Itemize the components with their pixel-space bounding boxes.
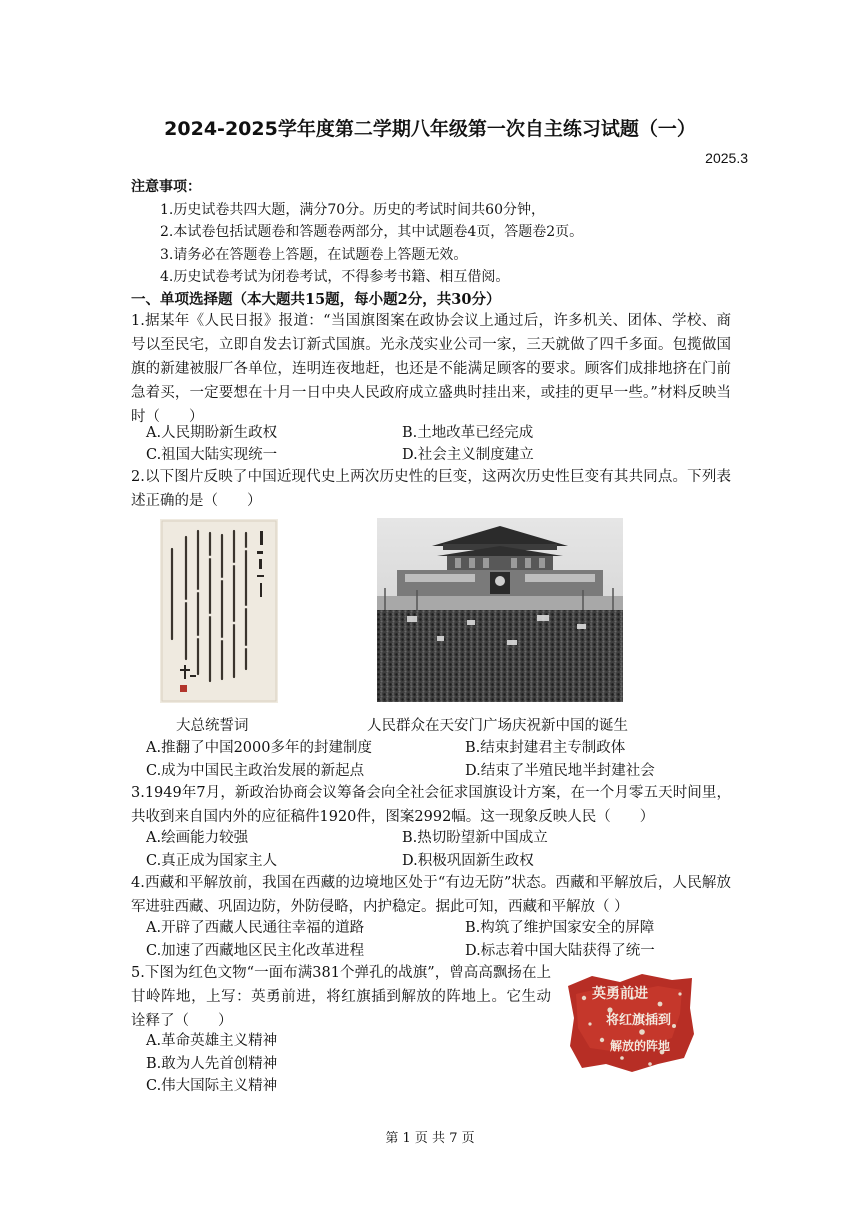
question-4-option-a: A.开辟了西藏人民通往幸福的道路 (146, 920, 365, 936)
question-3-option-d: D.积极巩固新生政权 (402, 853, 534, 869)
question-1-option-a: A.人民期盼新生政权 (146, 425, 278, 441)
question-2-option-d: D.结束了半殖民地半封建社会 (465, 763, 655, 779)
caption-oath: 大总统誓词 (176, 718, 249, 734)
notice-item: 3.请务必在答题卷上答题，在试题卷上答题无效。 (160, 247, 468, 263)
question-3-option-b: B.热切盼望新中国成立 (402, 830, 548, 846)
question-2-stem: 2.以下图片反映了中国近现代史上两次历史性的巨变，这两次历史性巨变有其共同点。下列表述正确的是（ ） (131, 469, 731, 509)
question-2-option-b: B.结束封建君主专制政体 (465, 740, 626, 756)
page-footer: 第 1 页 共 7 页 (385, 1131, 475, 1146)
question-4-stem: 4.西藏和平解放前，我国在西藏的边境地区处于“有边无防”状态。西藏和平解放后，人民解放军进驻西藏、巩固边防，外防侵略，内护稳定。据此可知，西藏和平解放（ ） (131, 875, 731, 915)
section-heading: 一、单项选择题（本大题共15题，每小题2分，共30分） (131, 291, 501, 308)
flag-text-line-3: 解放的阵地 (610, 1039, 671, 1053)
question-1-option-c: C.祖国大陆实现统一 (146, 447, 278, 463)
tiananmen-celebration-photo (377, 518, 623, 702)
flag-text-line-2: 将红旗插到 (606, 1013, 672, 1028)
question-1-option-d: D.社会主义制度建立 (402, 447, 534, 463)
question-2-option-c: C.成为中国民主政治发展的新起点 (146, 763, 365, 779)
question-4-option-b: B.构筑了维护国家安全的屏障 (465, 920, 655, 936)
oath-calligraphy-image (160, 519, 278, 703)
question-1-option-b: B.土地改革已经完成 (402, 425, 534, 441)
question-3-option-a: A.绘画能力较强 (146, 830, 249, 846)
page-title: 2024-2025学年度第二学期八年级第一次自主练习试题（一） (164, 118, 696, 140)
caption-tiananmen: 人民群众在天安门广场庆祝新中国的诞生 (367, 718, 628, 734)
notice-item: 4.历史试卷考试为闭卷考试，不得参考书籍、相互借阅。 (160, 269, 510, 285)
question-1-stem: 1.据某年《人民日报》报道：“当国旗图案在政协会议上通过后，许多机关、团体、学校、商号以至民宅，立即自发去订新式国旗。光永茂实业公司一家，三天就做了四千多面。包揽做国旗的新建被服厂各单位，连明连夜地赶，也还是不能满足顾客的要求。顾客们成排地挤在门前急着买，一定要想在十月一日中央人民政府成立盛典时挂出来，或挂的更早一些。”材料反映当时（ ） (131, 313, 731, 425)
question-4-option-c: C.加速了西藏地区民主化改革进程 (146, 943, 365, 959)
question-3-stem: 3.1949年7月，新政治协商会议筹备会向全社会征求国旗设计方案，在一个月零五天时间里，共收到来自国内外的应征稿件1920件，图案2992幅。这一现象反映人民（ ） (131, 785, 731, 825)
battle-flag-image (562, 968, 698, 1078)
exam-date: 2025.3 (705, 150, 748, 166)
question-2-option-a: A.推翻了中国2000多年的封建制度 (146, 740, 372, 756)
flag-text-line-1: 英勇前进 (592, 986, 648, 1002)
notice-item: 2.本试卷包括试题卷和答题卷两部分，其中试题卷4页，答题卷2页。 (160, 224, 584, 240)
question-5-stem: 5.下图为红色文物“一面布满381个弹孔的战旗”，曾高高飘扬在上甘岭阵地，上写：英勇前进，将红旗插到解放的阵地上。它生动诠释了（ ） (131, 965, 551, 1029)
question-5-option-c: C.伟大国际主义精神 (146, 1078, 278, 1094)
notice-item: 1.历史试卷共四大题，满分70分。历史的考试时间共60分钟， (160, 202, 545, 218)
question-5-option-a: A.革命英雄主义精神 (146, 1033, 278, 1049)
notice-heading: 注意事项： (131, 179, 201, 195)
question-5-option-b: B.敢为人先首创精神 (146, 1056, 278, 1072)
question-4-option-d: D.标志着中国大陆获得了统一 (465, 943, 655, 959)
question-3-option-c: C.真正成为国家主人 (146, 853, 278, 869)
